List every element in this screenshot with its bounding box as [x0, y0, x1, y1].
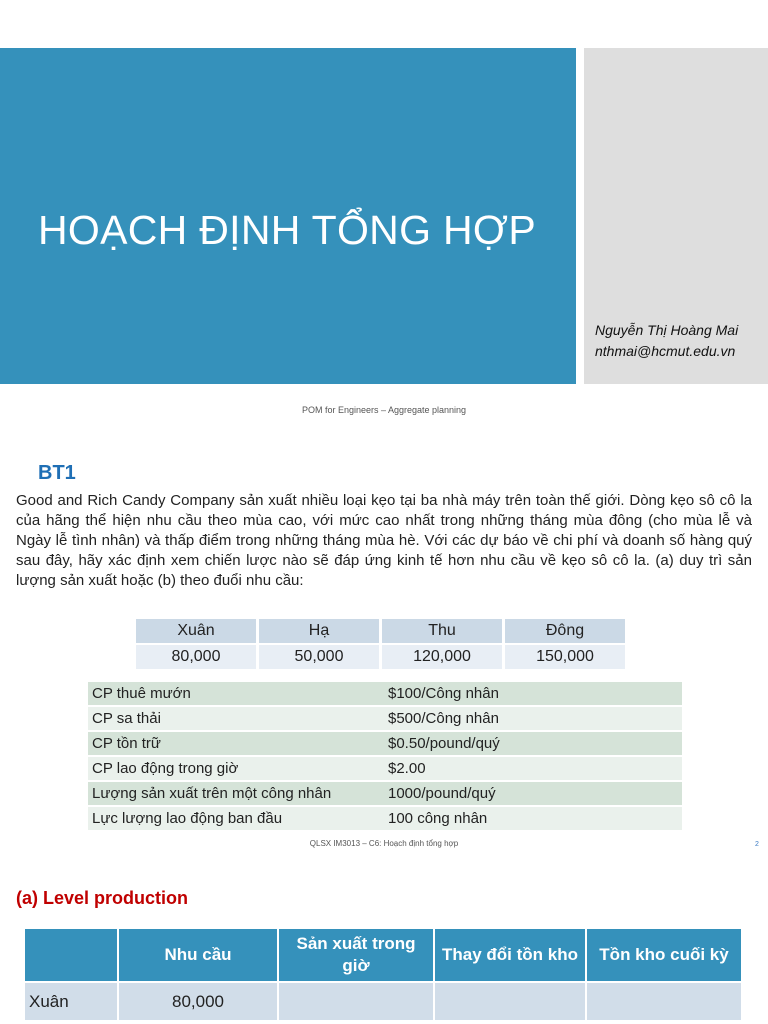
cost-value: 1000/pound/quý — [384, 782, 682, 807]
table-row — [88, 682, 682, 707]
column-header: Thay đổi tồn kho — [434, 928, 586, 982]
seasonal-demand-table — [136, 619, 625, 669]
section-title: (a) Level production — [16, 888, 189, 908]
demand-cell: 80,000 — [136, 643, 259, 669]
cost-table — [88, 682, 682, 832]
demand-cell: 50,000 — [259, 643, 382, 669]
title-slide — [0, 0, 768, 428]
table-header-row — [136, 619, 625, 643]
cost-label: CP tồn trữ — [88, 732, 384, 757]
season-cell: Hạ — [259, 619, 382, 643]
column-header: Tồn kho cuối kỳ — [586, 928, 742, 982]
slide-footer: POM for Engineers – Aggregate planning — [301, 405, 467, 415]
column-header: Sản xuất trong giờ — [278, 928, 434, 982]
table-row — [88, 807, 682, 832]
author-name: Nguyễn Thị Hoàng Mai — [595, 322, 739, 338]
inventory-change-cell — [434, 982, 586, 1021]
cost-label: CP thuê mướn — [88, 682, 384, 707]
table-row — [136, 643, 625, 669]
column-header — [24, 928, 118, 982]
demand-cell: 150,000 — [505, 643, 625, 669]
cost-label: CP sa thải — [88, 707, 384, 732]
table-row — [88, 782, 682, 807]
table-row — [24, 982, 742, 1021]
column-header: Nhu cầu — [118, 928, 278, 982]
season-cell: Thu — [382, 619, 505, 643]
season-cell: Xuân — [24, 982, 118, 1021]
season-cell: Xuân — [136, 619, 259, 643]
table-header-row — [24, 928, 742, 982]
cost-value: $0.50/pound/quý — [384, 732, 682, 757]
problem-statement: Good and Rich Candy Company sản xuất nhiều loại kẹo tại ba nhà máy trên toàn thế giới. Dòng kẹo sô cô la của hãng thể hiện nhu cầu theo mùa cao, với mức cao nhất trong những tháng mùa đông (cho mùa lễ và Ngày lễ tình nhân) và thấp điểm trong những tháng mùa hè. Với các dự báo về chi phí và doanh số hàng quý sau đây, hãy xác định xem chiến lược nào sẽ đáp ứng kinh tế hơn nhu cầu về kẹo sô cô la. (a) duy trì sản lượng sản xuất hoặc (b) theo đuổi nhu cầu: — [16, 492, 752, 589]
cost-value: 100 công nhân — [384, 807, 682, 832]
level-production-table — [24, 928, 742, 1021]
season-cell: Đông — [505, 619, 625, 643]
cost-value: $100/Công nhân — [384, 682, 682, 707]
table-row — [88, 707, 682, 732]
author-email: nthmai@hcmut.edu.vn — [595, 343, 736, 359]
exercise-title: BT1 — [38, 462, 76, 484]
cost-value: $2.00 — [384, 757, 682, 782]
regular-production-cell — [278, 982, 434, 1021]
ending-inventory-cell — [586, 982, 742, 1021]
page-number: 2 — [755, 841, 759, 848]
author-block — [595, 320, 738, 362]
demand-cell: 120,000 — [382, 643, 505, 669]
table-row — [88, 732, 682, 757]
slide-title: HOẠCH ĐỊNH TỔNG HỢP — [38, 207, 536, 253]
cost-label: Lực lượng lao động ban đầu — [88, 807, 384, 832]
demand-cell: 80,000 — [118, 982, 278, 1021]
cost-label: CP lao động trong giờ — [88, 757, 384, 782]
cost-value: $500/Công nhân — [384, 707, 682, 732]
slide-footer: QLSX IM3013 – C6: Hoạch định tổng hợp — [309, 839, 459, 848]
cost-label: Lượng sản xuất trên một công nhân — [88, 782, 384, 807]
table-row — [88, 757, 682, 782]
